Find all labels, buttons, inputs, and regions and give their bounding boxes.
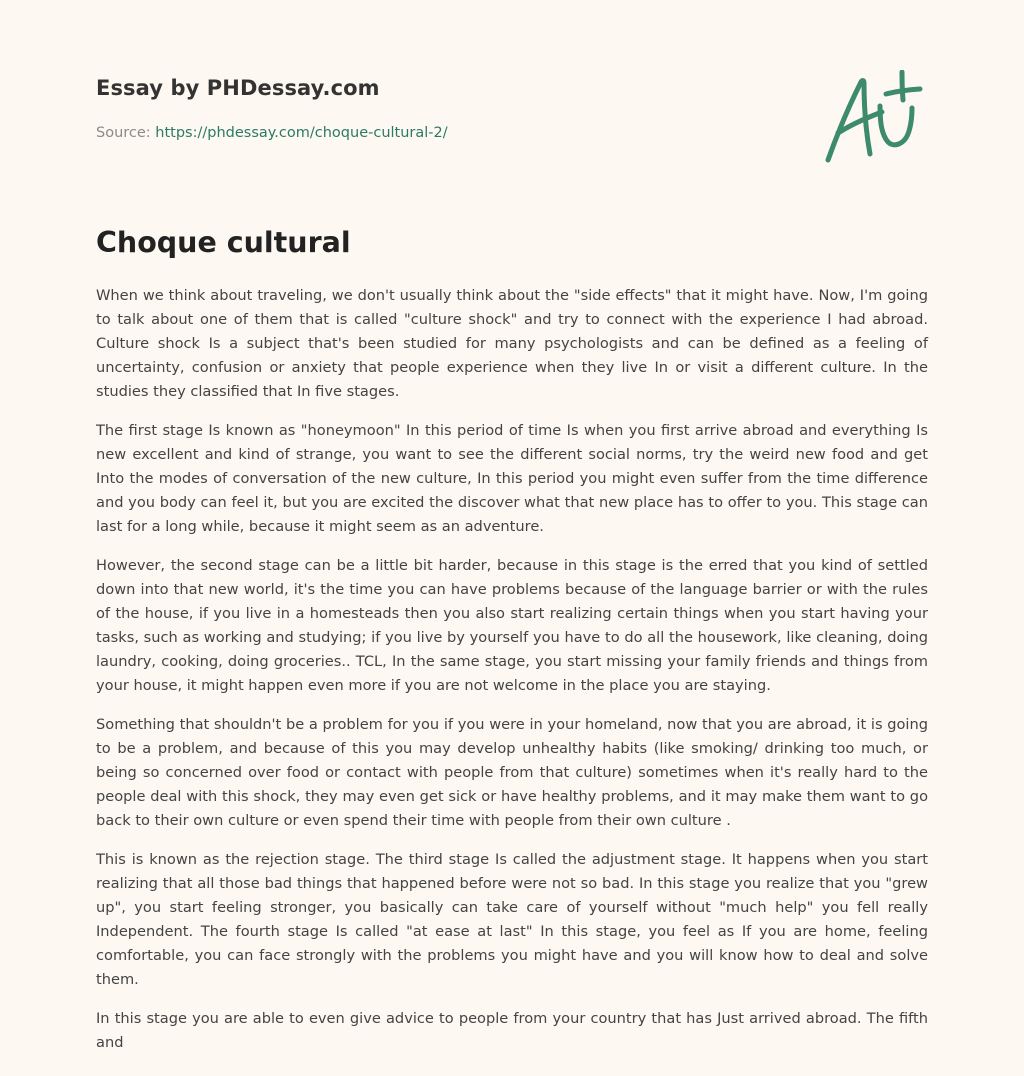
source-label: Source: bbox=[96, 125, 156, 141]
essay-title: Choque cultural bbox=[96, 226, 351, 259]
essay-body bbox=[96, 284, 928, 1070]
essay-paragraph: When we think about traveling, we don't usually think about the "side effects" that it might have. Now, I'm going to talk about one of them that is called "culture shock" and try to connect with the experience I had abroad. Culture shock Is a subject that's been studied for many psychologists and can be defined as a feeling of uncertainty, confusion or anxiety that people experience when they live In or visit a different culture. In the studies they classified that In five stages. bbox=[96, 287, 928, 400]
essay-paragraph: In this stage you are able to even give advice to people from your country that has Just arrived abroad. The fifth and bbox=[96, 1010, 928, 1051]
essay-paragraph: This is known as the rejection stage. The third stage Is called the adjustment stage. It happens when you start realizing that all those bad things that happened before were not so bad. In this stage you realize that you "grew up", you start feeling stronger, you basically can take care of yourself without "much help" you fell really Independent. The fourth stage Is called "at ease at last" In this stage, you feel as If you are home, feeling comfortable, you can face strongly with the problems you might have and you will know how to deal and solve them. bbox=[96, 851, 928, 988]
essay-paragraph: The first stage Is known as "honeymoon" In this period of time Is when you first arrive abroad and everything Is new excellent and kind of strange, you want to see the different social norms, try the weird new food and get Into the modes of conversation of the new culture, In this period you might even suffer from the time difference and you body can feel it, but you are excited the discover what that new place has to offer to you. This stage can last for a long while, because it might seem as an adventure. bbox=[96, 422, 928, 535]
essay-header bbox=[96, 70, 928, 170]
a-plus-logo-icon bbox=[822, 70, 928, 164]
source-line bbox=[96, 125, 448, 141]
essay-paragraph: Something that shouldn't be a problem for you if you were in your homeland, now that you are abroad, it is going to be a problem, and because of this you may develop unhealthy habits (like smoking/ drinking too much, or being so concerned over food or contact with people from that culture) sometimes when it's really hard to the people deal with this shock, they may even get sick or have healthy problems, and it may make them want to go back to their own culture or even spend their time with people from their own culture . bbox=[96, 716, 928, 829]
essay-paragraph: However, the second stage can be a little bit harder, because in this stage is the erred that you kind of settled down into that new world, it's the time you can have problems because of the language barrier or with the rules of the house, if you live in a homesteads then you also start realizing certain things when you start having your tasks, such as working and studying; if you live by yourself you have to do all the housework, like cleaning, doing laundry, cooking, doing groceries.. TCL, In the same stage, you start missing your family friends and things from your house, it might happen even more if you are not welcome in the place you are staying. bbox=[96, 557, 928, 694]
site-brand: Essay by PHDessay.com bbox=[96, 76, 380, 100]
source-link[interactable]: https://phdessay.com/choque-cultural-2/ bbox=[155, 125, 448, 141]
